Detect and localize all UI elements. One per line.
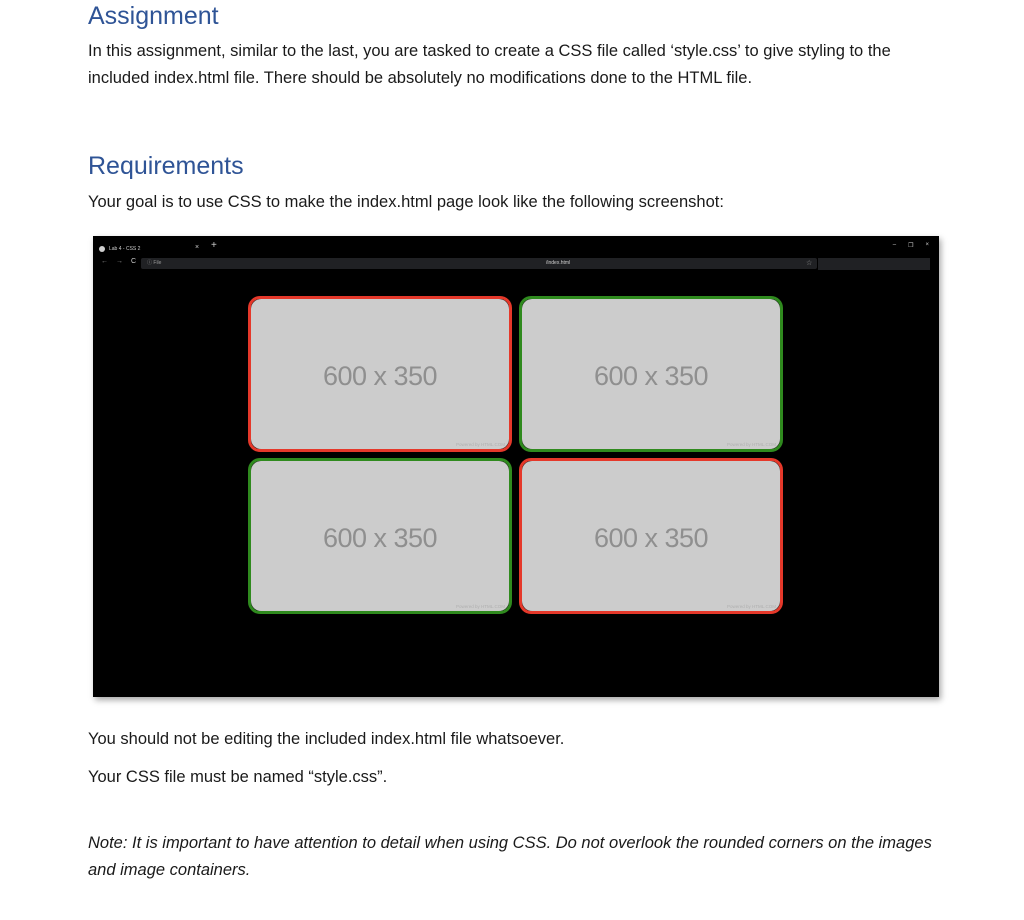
placeholder-image [251,461,509,611]
reload-icon[interactable]: C [131,258,137,265]
assignment-text: In this assignment, similar to the last, you are tasked to create a CSS file called ‘style.css’ to give styling to the included index.html file. There should be absolutely no modifications done to the HTML file. [88,42,891,87]
new-tab-icon[interactable]: + [211,240,217,251]
file-name-text: Your CSS file must be named “style.css”. [88,768,388,786]
favicon-icon [99,246,105,252]
window-controls [893,242,929,249]
placeholder-credit: Powered by HTML.COM [726,442,776,447]
extension-area [818,258,930,270]
placeholder-credit: Powered by HTML.COM [726,604,776,609]
maximize-icon[interactable]: ❐ [908,243,914,249]
placeholder-label: 600 x 350 [593,523,709,553]
requirements-heading: Requirements [88,152,244,180]
placeholder-label: 600 x 350 [322,361,438,391]
bookmark-star-icon[interactable]: ☆ [806,260,813,267]
placeholder-credit: Powered by HTML.COM [455,604,505,609]
address-bar[interactable] [141,258,817,269]
forward-icon[interactable]: → [116,258,123,265]
nav-buttons [101,258,136,265]
placeholder-credit: Powered by HTML.COM [455,442,505,447]
placeholder-image [522,461,780,611]
placeholder-label: 600 x 350 [322,523,438,553]
back-icon[interactable]: ← [101,258,108,265]
placeholder-image [522,299,780,449]
browser-tab-bar [93,236,939,256]
minimize-icon[interactable]: – [892,242,897,248]
image-card [248,458,512,614]
placeholder-image [251,299,509,449]
address-info: ⓘ File [147,260,162,266]
placeholder-label: 600 x 350 [593,361,709,391]
image-card [519,458,783,614]
tab-close-icon[interactable]: × [195,244,200,251]
image-card [519,296,783,452]
browser-tab[interactable] [99,241,209,256]
assignment-heading: Assignment [88,2,219,30]
address-url: /index.html [546,260,571,266]
requirements-text: Your goal is to use CSS to make the index.html page look like the following screenshot: [88,193,724,211]
screenshot-image [93,236,939,697]
image-card [248,296,512,452]
tab-title: Lab 4 - CSS 2 [109,245,141,252]
close-window-icon[interactable]: × [925,242,929,248]
no-edit-text: You should not be editing the included index.html file whatsoever. [88,730,565,748]
note-text: Note: It is important to have attention to detail when using CSS. Do not overlook the rounded corners on the images and image containers. [88,834,932,879]
